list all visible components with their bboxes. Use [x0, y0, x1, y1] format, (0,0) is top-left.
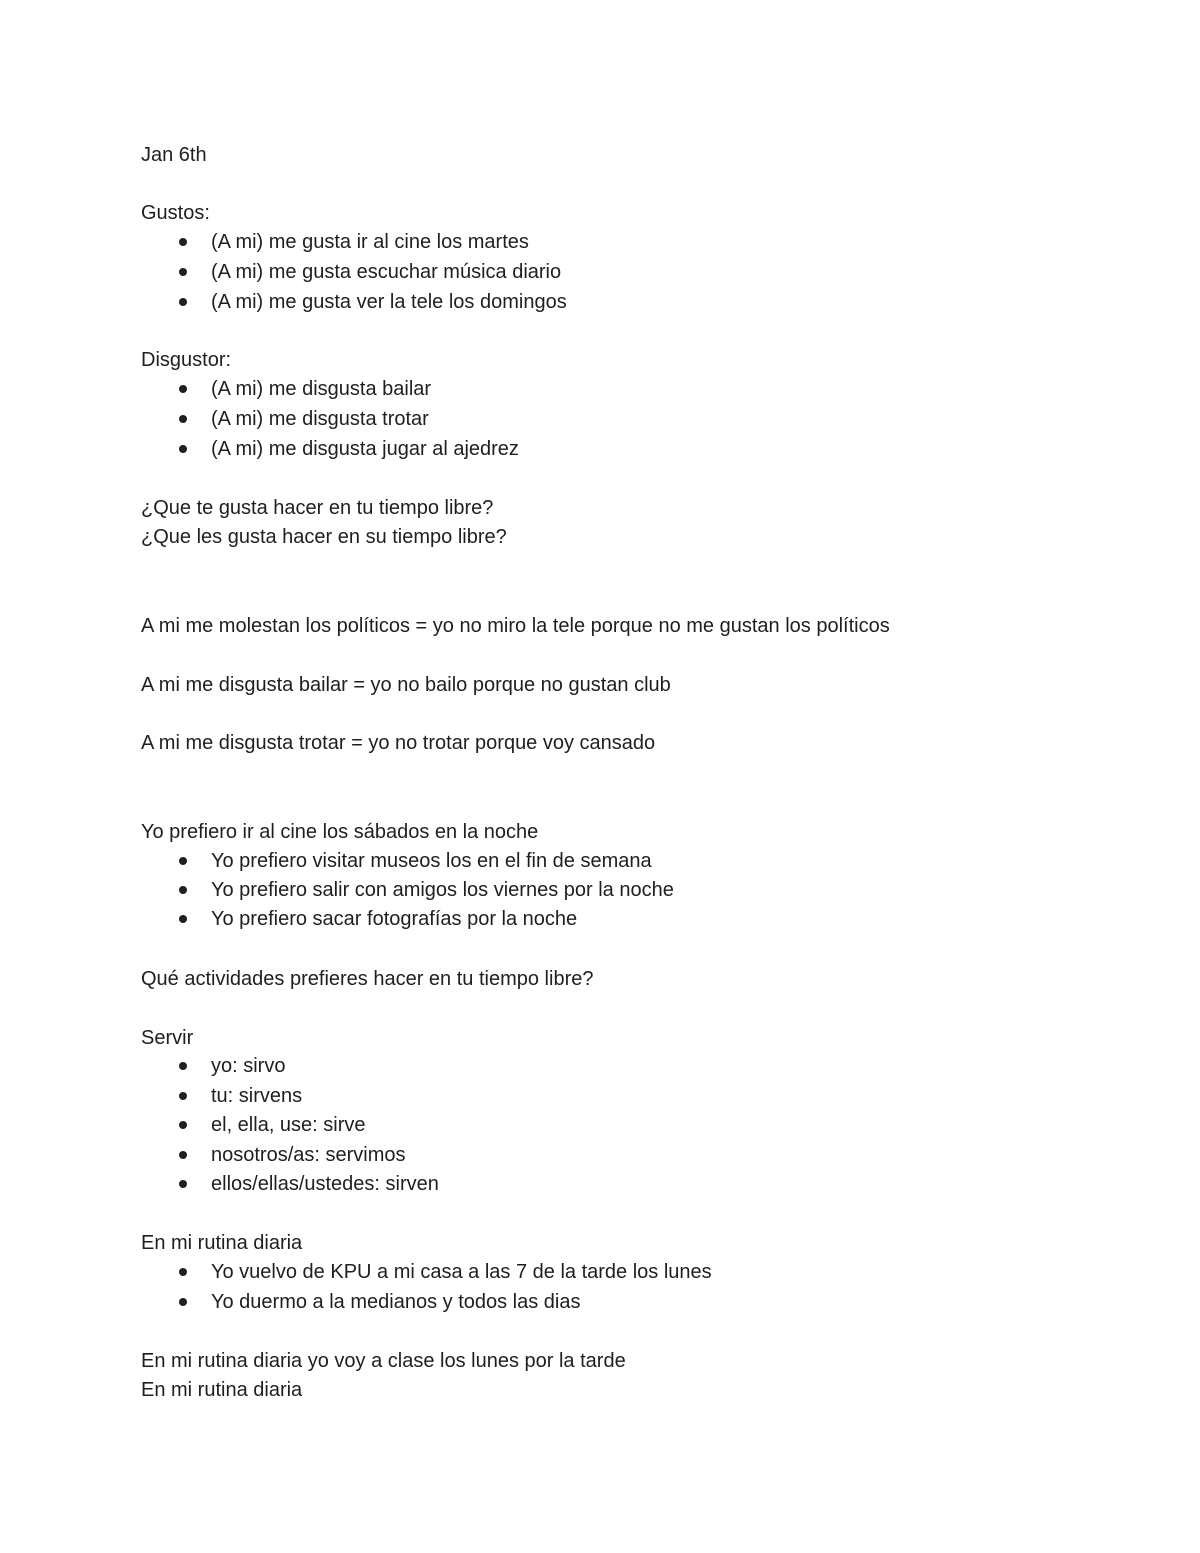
question-line: ¿Que les gusta hacer en su tiempo libre? — [141, 526, 507, 548]
bullet-icon — [179, 445, 187, 453]
bullet-icon — [179, 1268, 187, 1276]
list-item: Yo prefiero sacar fotografías por la noche — [211, 908, 578, 930]
bullet-icon — [179, 298, 187, 306]
bullet-icon — [179, 1151, 187, 1159]
sentence-line: A mi me disgusta bailar = yo no bailo porque no gustan club — [141, 674, 671, 696]
question-line: ¿Que te gusta hacer en tu tiempo libre? — [141, 497, 494, 519]
bullet-icon — [179, 385, 187, 393]
list-item: Yo prefiero visitar museos los en el fin de semana — [211, 850, 652, 872]
list-item: (A mi) me disgusta jugar al ajedrez — [211, 438, 519, 460]
closing-line: En mi rutina diaria yo voy a clase los lunes por la tarde — [141, 1350, 626, 1372]
list-item: nosotros/as: servimos — [211, 1144, 406, 1166]
bullet-icon — [179, 238, 187, 246]
servir-heading: Servir — [141, 1027, 194, 1049]
list-item: (A mi) me disgusta trotar — [211, 408, 429, 430]
list-item: yo: sirvo — [211, 1055, 286, 1077]
closing-line: En mi rutina diaria — [141, 1379, 303, 1401]
list-item: (A mi) me gusta ver la tele los domingos — [211, 291, 567, 313]
bullet-icon — [179, 857, 187, 865]
bullet-icon — [179, 915, 187, 923]
list-item: ellos/ellas/ustedes: sirven — [211, 1173, 439, 1195]
list-item: Yo prefiero salir con amigos los viernes por la noche — [211, 879, 674, 901]
bullet-icon — [179, 1180, 187, 1188]
bullet-icon — [179, 268, 187, 276]
question-line: Qué actividades prefieres hacer en tu tiempo libre? — [141, 968, 594, 990]
bullet-icon — [179, 1298, 187, 1306]
disgustos-heading: Disgustor: — [141, 349, 232, 371]
sentence-line: A mi me disgusta trotar = yo no trotar porque voy cansado — [141, 732, 656, 754]
bullet-icon — [179, 1062, 187, 1070]
sentence-line: A mi me molestan los políticos = yo no miro la tele porque no me gustan los políticos — [141, 615, 890, 637]
list-item: Yo duermo a la medianos y todos las dias — [211, 1291, 581, 1313]
list-item: tu: sirvens — [211, 1085, 303, 1107]
bullet-icon — [179, 1092, 187, 1100]
rutina-heading: En mi rutina diaria — [141, 1232, 303, 1254]
gustos-heading: Gustos: — [141, 202, 210, 224]
bullet-icon — [179, 886, 187, 894]
list-item: (A mi) me gusta ir al cine los martes — [211, 231, 529, 253]
bullet-icon — [179, 1121, 187, 1129]
list-item: (A mi) me gusta escuchar música diario — [211, 261, 562, 283]
list-item: Yo vuelvo de KPU a mi casa a las 7 de la tarde los lunes — [211, 1261, 712, 1283]
date-heading: Jan 6th — [141, 144, 207, 166]
list-item: (A mi) me disgusta bailar — [211, 378, 432, 400]
prefiero-heading: Yo prefiero ir al cine los sábados en la noche — [141, 821, 539, 843]
list-item: el, ella, use: sirve — [211, 1114, 366, 1136]
bullet-icon — [179, 415, 187, 423]
